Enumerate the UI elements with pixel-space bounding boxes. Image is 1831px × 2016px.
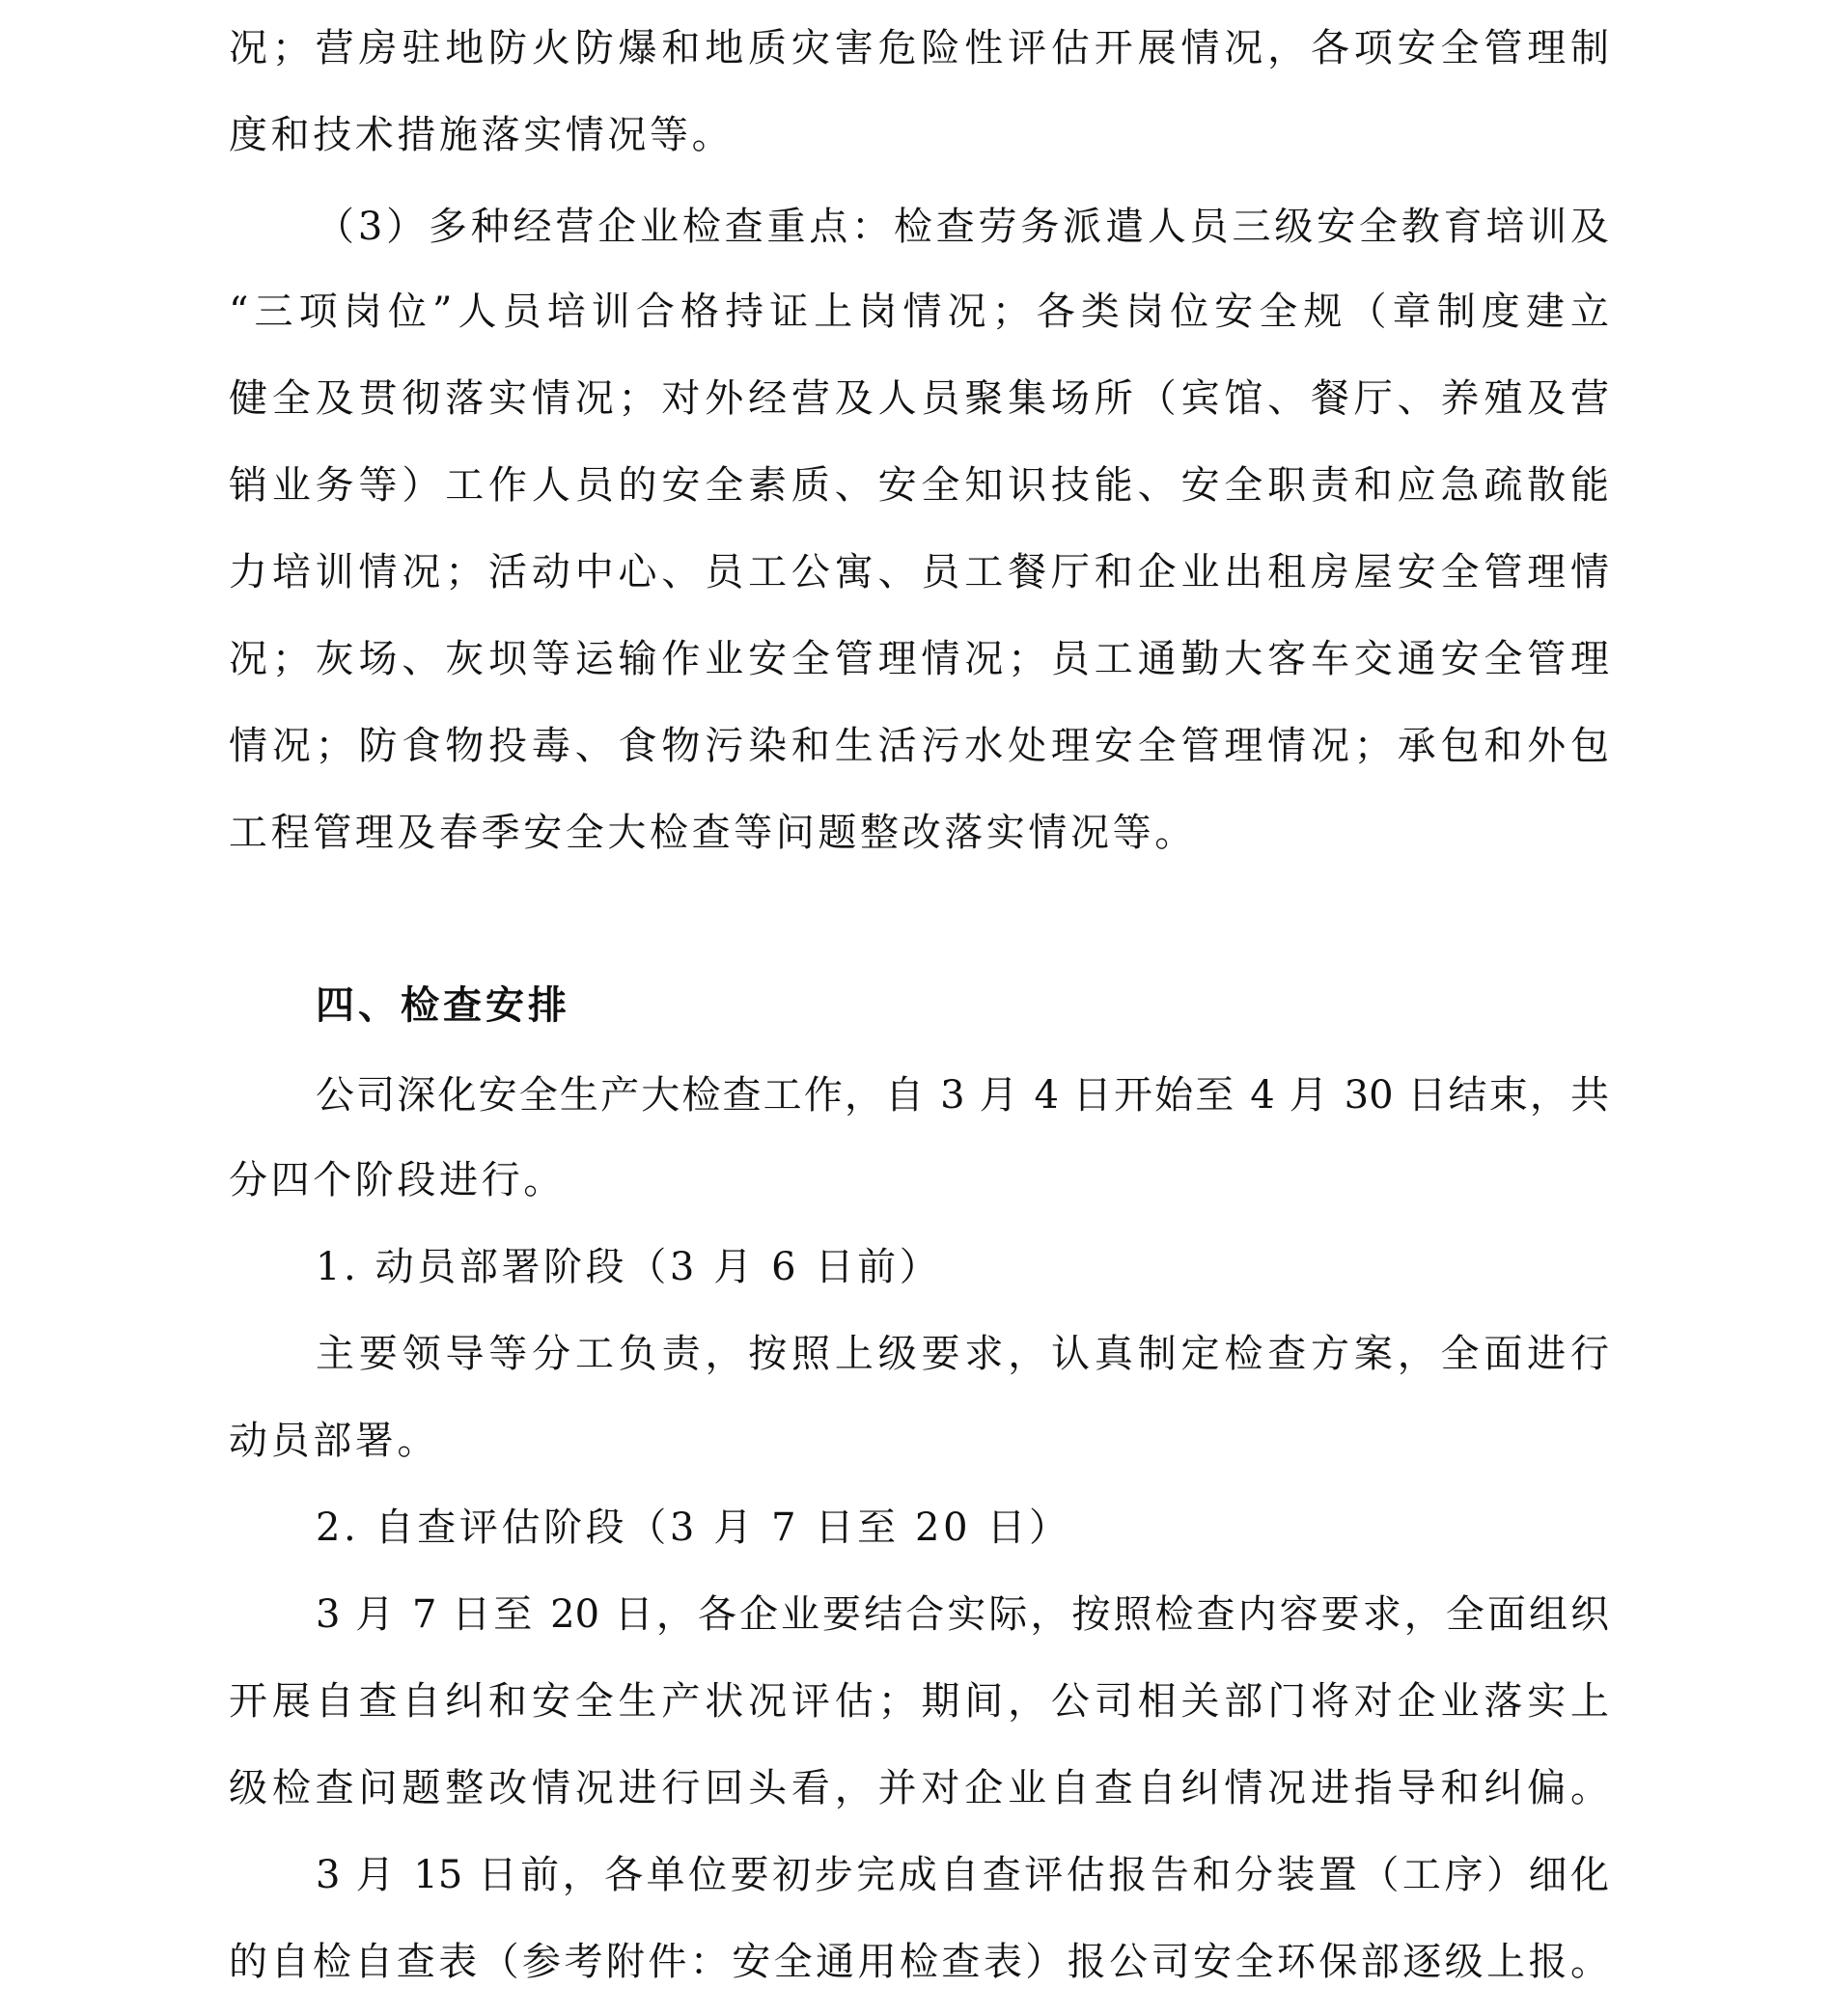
paragraph-line: 级检查问题整改情况进行回头看，并对企业自查自纠情况进指导和纠偏。 [229,1766,1609,1810]
paragraph-line: 况；营房驻地防火防爆和地质灾害危险性评估开展情况，各项安全管理制 [229,26,1609,70]
paragraph-line: “三项岗位”人员培训合格持证上岗情况；各类岗位安全规（章制度建立 [229,290,1609,334]
paragraph-line: 销业务等）工作人员的安全素质、安全知识技能、安全职责和应急疏散能 [229,463,1609,508]
stage-heading: 1. 动员部署阶段（3 月 6 日前） [316,1245,942,1289]
section-heading: 四、检查安排 [316,983,570,1028]
paragraph-line: 主要领导等分工负责，按照上级要求，认真制定检查方案，全面进行 [316,1332,1609,1376]
paragraph-line: 分四个阶段进行。 [229,1158,566,1202]
paragraph-line: 健全及贯彻落实情况；对外经营及人员聚集场所（宾馆、餐厅、养殖及营 [229,376,1609,421]
paragraph-line: 公司深化安全生产大检查工作，自 3 月 4 日开始至 4 月 30 日结束，共 [316,1073,1609,1118]
stage-heading: 2. 自查评估阶段（3 月 7 日至 20 日） [316,1505,1071,1550]
paragraph-line: 情况；防食物投毒、食物污染和生活污水处理安全管理情况；承包和外包 [229,724,1609,768]
paragraph-line: 3 月 7 日至 20 日，各企业要结合实际，按照检查内容要求，全面组织 [316,1592,1609,1637]
paragraph-line: 开展自查自纠和安全生产状况评估；期间，公司相关部门将对企业落实上 [229,1679,1609,1724]
paragraph-line: 工程管理及春季安全大检查等问题整改落实情况等。 [229,811,1197,855]
paragraph-line: 度和技术措施落实情况等。 [229,113,735,157]
paragraph-line: 的自检自查表（参考附件：安全通用检查表）报公司安全环保部逐级上报。 [229,1940,1609,1984]
paragraph-line: 3 月 15 日前，各单位要初步完成自查评估报告和分装置（工序）细化 [316,1853,1609,1897]
paragraph-line: （3）多种经营企业检查重点：检查劳务派遣人员三级安全教育培训及 [316,205,1609,249]
paragraph-line: 况；灰场、灰坝等运输作业安全管理情况；员工通勤大客车交通安全管理 [229,637,1609,681]
paragraph-line: 力培训情况；活动中心、员工公寓、员工餐厅和企业出租房屋安全管理情 [229,550,1609,594]
paragraph-line: 动员部署。 [229,1419,439,1463]
